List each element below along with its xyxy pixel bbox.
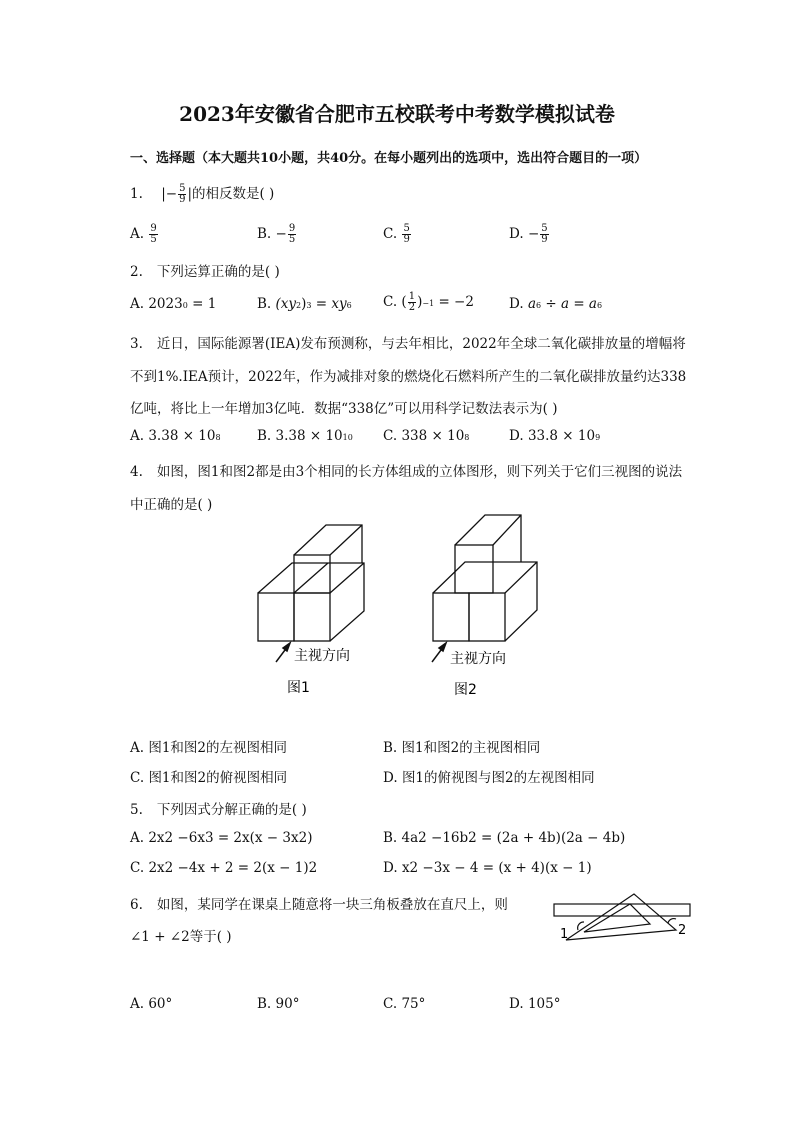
- ruler: [554, 904, 690, 916]
- q3-option-a[interactable]: A. 3.38 × 108: [130, 428, 221, 444]
- angle-2-label: 2: [678, 923, 687, 938]
- q2-option-a[interactable]: A. 20230 = 1: [130, 296, 217, 312]
- q3-option-b[interactable]: B. 3.38 × 1010: [257, 428, 353, 444]
- triangle-inner: [584, 904, 650, 932]
- figure-1: [258, 525, 364, 641]
- fig1-caption: 图1: [287, 680, 310, 696]
- q6-line-2: ∠1 + ∠2等于( ): [130, 929, 232, 945]
- question-2: 2. 下列运算正确的是( ): [130, 264, 280, 280]
- q4-figures: [240, 500, 580, 715]
- question-3: 3. 近日，国际能源署(IEA)发布预测称，与去年相比，2022年全球二氧化碳排放量的增幅将: [130, 336, 686, 352]
- q4-option-d[interactable]: D. 图1的俯视图与图2的左视图相同: [383, 770, 595, 786]
- q3-option-c[interactable]: C. 338 × 108: [383, 428, 470, 444]
- question-4: 4. 如图，图1和图2都是由3个相同的长方体组成的立体图形，则下列关于它们三视图的说法: [130, 464, 683, 480]
- q1-stem-prefix: |−: [161, 186, 178, 202]
- q5-option-a[interactable]: A. 2x2 −6x3 = 2x(x − 3x2): [130, 830, 313, 846]
- q6-option-b[interactable]: B. 90°: [257, 996, 300, 1012]
- q4-option-c[interactable]: C. 图1和图2的俯视图相同: [130, 770, 288, 786]
- q3-option-d[interactable]: D. 33.8 × 109: [509, 428, 601, 444]
- q4-line-2: 中正确的是( ): [130, 497, 213, 513]
- fig2-caption: 图2: [454, 682, 477, 698]
- q1-option-d[interactable]: D. − $\frac{5}{9}$: [509, 223, 548, 245]
- triangle-ruler: [566, 894, 676, 940]
- section-heading: 一、选择题（本大题共10小题，共40分。在每小题列出的选项中，选出符合题目的一项）: [130, 151, 648, 166]
- question-number: 1.: [130, 186, 143, 202]
- angle-1-label: 1: [560, 927, 569, 942]
- q6-option-a[interactable]: A. 60°: [130, 996, 173, 1012]
- angle-2-arc: [668, 919, 676, 923]
- page-title: 2023年安徽省合肥市五校联考中考数学模拟试卷: [179, 102, 615, 126]
- q1-fraction: $\frac{5}{9}$: [179, 183, 186, 205]
- q3-line-3: 亿吨，将比上一年增加3亿吨．数据“338亿”可以用科学记数法表示为( ): [130, 401, 558, 417]
- question-5: 5. 下列因式分解正确的是( ): [130, 802, 307, 818]
- q6-option-c[interactable]: C. 75°: [383, 996, 426, 1012]
- q4-option-a[interactable]: A. 图1和图2的左视图相同: [130, 740, 288, 756]
- question-1: [130, 182, 274, 205]
- q5-option-b[interactable]: B. 4a2 −16b2 = (2a + 4b)(2a − 4b): [383, 830, 626, 846]
- q6-option-d[interactable]: D. 105°: [509, 996, 561, 1012]
- q6-figure: [550, 890, 700, 952]
- q5-option-d[interactable]: D. x2 −3x − 4 = (x + 4)(x − 1): [383, 860, 592, 876]
- fig2-direction-label: 主视方向: [450, 651, 506, 667]
- q3-line-2: 不到1%.IEA预计，2022年，作为减排对象的燃烧化石燃料所产生的二氧化碳排放量约达338: [130, 369, 687, 385]
- q2-option-b[interactable]: B. (xy2)3 = xy6: [257, 296, 352, 312]
- fig1-direction-label: 主视方向: [294, 648, 350, 664]
- q4-option-b[interactable]: B. 图1和图2的主视图相同: [383, 740, 541, 756]
- q1-stem-suffix: |的相反数是( ): [187, 186, 275, 202]
- q2-option-c[interactable]: C. ( $\frac{1}{2}$ )−1 = −2: [383, 291, 474, 313]
- figure-2: [433, 515, 537, 641]
- q5-option-c[interactable]: C. 2x2 −4x + 2 = 2(x − 1)2: [130, 860, 318, 876]
- question-6: 6. 如图，某同学在课桌上随意将一块三角板叠放在直尺上，则: [130, 897, 508, 913]
- q2-option-d[interactable]: D. a6 ÷ a = a6: [509, 296, 603, 312]
- q1-option-a[interactable]: A. $\frac{9}{5}$: [130, 223, 157, 245]
- q1-option-c[interactable]: C. $\frac{5}{9}$: [383, 223, 410, 245]
- q1-option-b[interactable]: B. − $\frac{9}{5}$: [257, 223, 296, 245]
